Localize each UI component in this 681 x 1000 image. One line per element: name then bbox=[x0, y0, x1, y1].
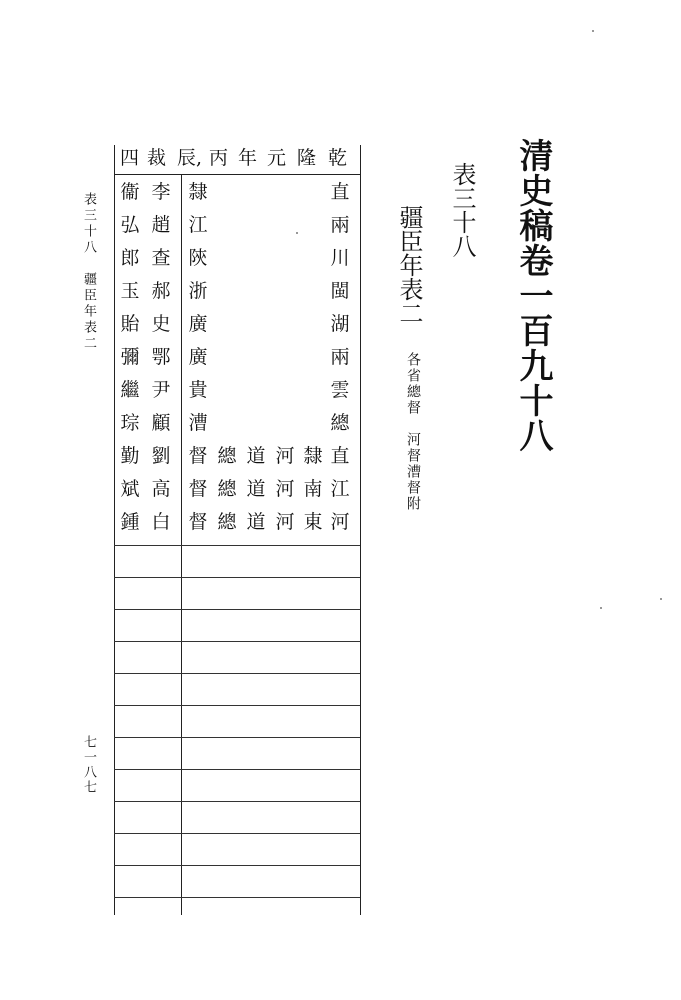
margin-header: 表三十八 疆臣年表二 bbox=[81, 192, 96, 352]
office-char: 貴 bbox=[188, 379, 208, 401]
row-rule bbox=[114, 897, 360, 898]
name-char: 繼 bbox=[120, 379, 140, 401]
header-char: 裁 bbox=[147, 147, 167, 169]
name-char: 史 bbox=[151, 313, 171, 335]
scan-speck bbox=[296, 232, 298, 234]
office-char: 陝 bbox=[188, 247, 208, 269]
row-rule bbox=[114, 673, 360, 674]
name-char: 玉 bbox=[120, 280, 140, 302]
header-row bbox=[114, 147, 360, 173]
scan-speck bbox=[592, 30, 594, 32]
office-char: 漕 bbox=[188, 412, 208, 434]
name-char: 尹 bbox=[151, 379, 171, 401]
page-number: 七一八七 bbox=[81, 735, 96, 795]
header-char: 辰, bbox=[177, 147, 203, 169]
name-char: 高 bbox=[151, 478, 171, 500]
office-char: 道 bbox=[246, 478, 266, 500]
office-char: 總 bbox=[217, 478, 237, 500]
office-char: 督 bbox=[188, 511, 208, 533]
office-char: 河 bbox=[275, 478, 295, 500]
office-char: 兩 bbox=[330, 346, 350, 368]
name-char: 鄂 bbox=[151, 346, 171, 368]
header-char: 丙 bbox=[209, 147, 229, 169]
scan-speck bbox=[660, 598, 662, 600]
row-rule bbox=[114, 641, 360, 642]
name-char: 查 bbox=[151, 247, 171, 269]
row-rule bbox=[114, 833, 360, 834]
name-char: 劉 bbox=[151, 445, 171, 467]
office-char: 雲 bbox=[330, 379, 350, 401]
name-char: 衞 bbox=[120, 181, 140, 203]
row-rule bbox=[114, 545, 360, 546]
row-rule bbox=[114, 577, 360, 578]
name-char: 斌 bbox=[120, 478, 140, 500]
office-char: 河 bbox=[275, 445, 295, 467]
book-title: 清史稿卷一百九十八 bbox=[513, 138, 553, 453]
header-char: 乾 bbox=[328, 147, 348, 169]
row-rule bbox=[114, 801, 360, 802]
office-char: 江 bbox=[188, 214, 208, 236]
name-char: 趙 bbox=[151, 214, 171, 236]
office-char: 川 bbox=[330, 247, 350, 269]
name-char: 白 bbox=[151, 511, 171, 533]
office-char: 道 bbox=[246, 511, 266, 533]
office-char: 直 bbox=[330, 445, 350, 467]
name-char: 貽 bbox=[120, 313, 140, 335]
volume-title: 表三十八 bbox=[448, 162, 476, 258]
table-right-border bbox=[360, 145, 361, 915]
header-rule bbox=[114, 174, 360, 175]
office-char: 督 bbox=[188, 445, 208, 467]
office-char: 總 bbox=[217, 445, 237, 467]
office-char: 總 bbox=[217, 511, 237, 533]
name-char: 顧 bbox=[151, 412, 171, 434]
name-char: 弘 bbox=[120, 214, 140, 236]
office-char: 湖 bbox=[330, 313, 350, 335]
row-rule bbox=[114, 769, 360, 770]
office-char: 河 bbox=[330, 511, 350, 533]
name-char: 李 bbox=[151, 181, 171, 203]
office-char: 隸 bbox=[188, 181, 208, 203]
row-rule bbox=[114, 737, 360, 738]
name-char: 琮 bbox=[120, 412, 140, 434]
office-char: 廣 bbox=[188, 346, 208, 368]
office-char: 東 bbox=[303, 511, 323, 533]
office-char: 河 bbox=[275, 511, 295, 533]
scan-speck bbox=[600, 607, 602, 609]
name-char: 鍾 bbox=[120, 511, 140, 533]
office-char: 浙 bbox=[188, 280, 208, 302]
name-char: 郝 bbox=[151, 280, 171, 302]
name-char: 彌 bbox=[120, 346, 140, 368]
office-char: 兩 bbox=[330, 214, 350, 236]
office-char: 閩 bbox=[330, 280, 350, 302]
name-char: 勤 bbox=[120, 445, 140, 467]
office-char: 督 bbox=[188, 478, 208, 500]
table-note: 各省總督 河督漕督附 bbox=[405, 352, 421, 512]
office-char: 江 bbox=[330, 478, 350, 500]
office-char: 道 bbox=[246, 445, 266, 467]
office-char: 總 bbox=[330, 412, 350, 434]
office-char: 直 bbox=[330, 181, 350, 203]
row-rule bbox=[114, 865, 360, 866]
header-char: 四 bbox=[120, 147, 140, 169]
header-char: 年 bbox=[238, 147, 258, 169]
table-title: 疆臣年表二 bbox=[395, 205, 423, 325]
row-rule bbox=[114, 705, 360, 706]
office-char: 南 bbox=[303, 478, 323, 500]
office-char: 廣 bbox=[188, 313, 208, 335]
row-rule bbox=[114, 609, 360, 610]
header-char: 隆 bbox=[297, 147, 317, 169]
name-char: 郎 bbox=[120, 247, 140, 269]
header-char: 元 bbox=[267, 147, 287, 169]
office-char: 隸 bbox=[303, 445, 323, 467]
